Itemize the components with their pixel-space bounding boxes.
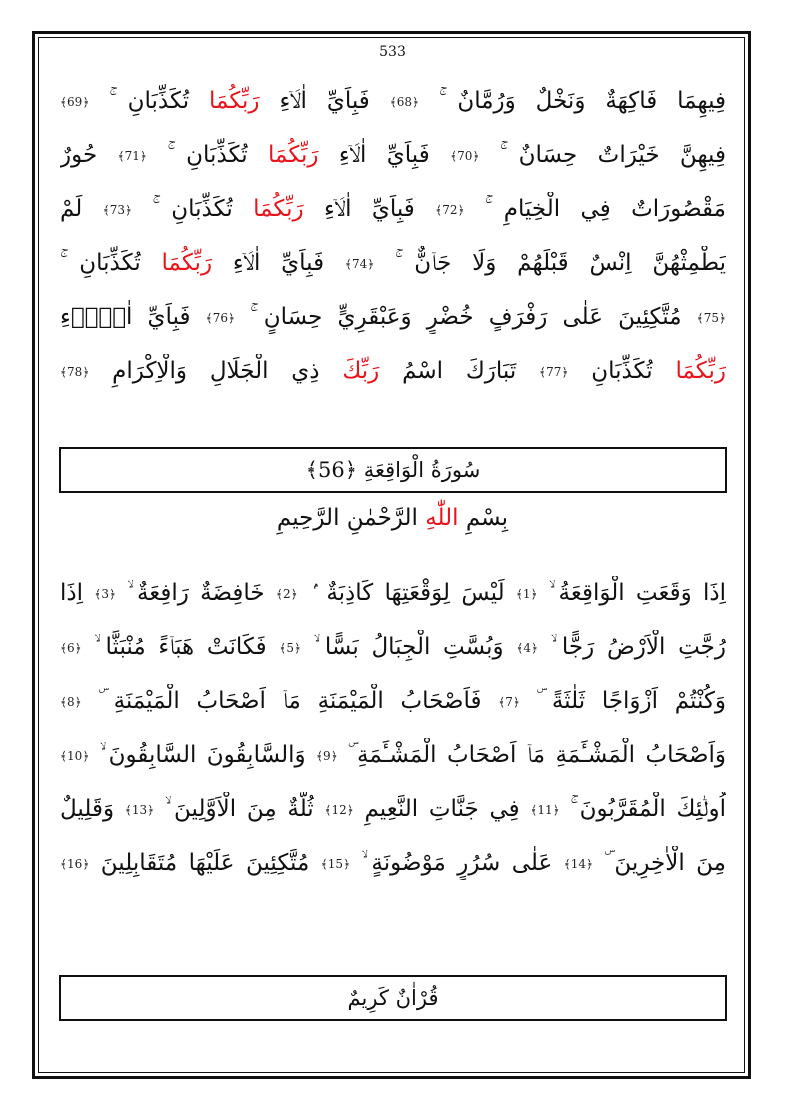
ayah-number-marker: ﴿77﴾	[539, 365, 569, 379]
verse-text: خَافِضَةٌ رَافِعَةٌ ۙ	[116, 580, 276, 606]
verse-text: عَلٰى سُرُرٍ مَوْضُونَةٍ ۙ	[350, 850, 564, 876]
verse-line	[60, 354, 726, 388]
verse-text: وَاَصْحَابُ الْمَشْـَٔمَةِ مَاۤ اَصْحَابُ الْمَشْـَٔمَةِ ۜ	[337, 742, 726, 768]
verse-text: مُتَّكِئِينَ عَلَيْهَا مُتَقَابِلِينَ	[89, 850, 321, 876]
ayah-number-marker: ﴿12﴾	[324, 803, 354, 817]
ayah-number-marker: ﴿13﴾	[124, 803, 155, 817]
verse-text: تُكَذِّبَانِ ۚ	[89, 88, 210, 114]
verse-text: وَبُسَّتِ الْجِبَالُ بَسًّا ۙ	[300, 634, 517, 660]
verse-line	[60, 684, 726, 718]
ayah-number-marker: ﴿7﴾	[498, 695, 520, 709]
verse-text: فَبِاَيِّ اٰلَاۤءِ	[303, 196, 436, 222]
verse-text: تُكَذِّبَانِ ۚ	[146, 142, 269, 168]
verse-text: مَقْصُورَاتٌ فِي الْخِيَامِ ۚ	[464, 196, 726, 222]
ayah-number-marker: ﴿10﴾	[60, 749, 90, 763]
ayah-number-marker: ﴿6﴾	[60, 641, 82, 655]
basmala-divine-name: اللّٰهِ	[425, 505, 459, 531]
verse-text: اِذَا	[60, 580, 95, 606]
ayah-number-marker: ﴿73﴾	[102, 203, 133, 217]
verse-text: فَاَصْحَابُ الْمَيْمَنَةِ مَاۤ اَصْحَابُ الْمَيْمَنَةِ ۜ	[81, 688, 499, 714]
verse-text: مِنَ الْاٰخِرِينَ ۜ	[593, 850, 726, 876]
footer-box	[59, 975, 727, 1021]
verse-text: رُجَّتِ الْاَرْضُ رَجًّا ۙ	[538, 634, 726, 660]
ayah-number-marker: ﴿69﴾	[60, 95, 90, 109]
ayah-number-marker: ﴿4﴾	[516, 641, 539, 655]
verse-text: وَكُنْتُمْ اَزْوَاجًا ثَلٰثَةً ۜ	[519, 688, 726, 714]
verse-line	[60, 792, 726, 826]
verse-text: لَمْ	[60, 196, 103, 222]
verse-text: تَبَارَكَ اسْمُ	[379, 358, 540, 384]
ayah-number-marker: ﴿74﴾	[344, 257, 375, 271]
divine-name-highlight: رَبِّكُمَا	[161, 250, 213, 276]
verse-line	[60, 138, 726, 172]
ayah-number-marker: ﴿76﴾	[205, 311, 235, 325]
page-number: 533	[379, 44, 406, 60]
surah-title: سُورَةُ الْوَاقِعَةِ ﴿56﴾	[305, 458, 481, 482]
verse-text: لَيْسَ لِوَقْعَتِهَا كَاذِبَةٌ ۢ	[297, 580, 516, 606]
verse-text: فَبِاَيِّ اٰلَاۤءِ	[60, 304, 206, 330]
verse-text: حُورٌ	[60, 142, 118, 168]
verse-text: تُكَذِّبَانِ ۚ	[132, 196, 254, 222]
ayah-number-marker: ﴿75﴾	[696, 311, 726, 325]
verse-text: فِي جَنَّاتِ النَّعِيمِ	[353, 796, 531, 822]
ayah-number-marker: ﴿2﴾	[275, 587, 298, 601]
verse-text: وَقَلِيلٌ	[60, 796, 125, 822]
verse-text: فَبِاَيِّ اٰلَاۤءِ	[259, 88, 390, 114]
verse-line	[60, 192, 726, 226]
verse-line	[60, 84, 726, 118]
surah-header-box	[59, 447, 727, 493]
verse-text: فَكَانَتْ هَبَاۤءً مُنْبَثًّا ۙ	[81, 634, 280, 660]
ayah-number-marker: ﴿14﴾	[563, 857, 594, 871]
ayah-number-marker: ﴿11﴾	[530, 803, 560, 817]
verse-text: فِيهِمَا فَاكِهَةٌ وَنَخْلٌ وَرُمَّانٌ ۚ	[419, 88, 726, 114]
ayah-number-marker: ﴿72﴾	[435, 203, 465, 217]
verse-text: تُكَذِّبَانِ	[568, 358, 676, 384]
verse-text: اِذَا وَقَعَتِ الْوَاقِعَةُ ۙ	[537, 580, 726, 606]
ayah-number-marker: ﴿68﴾	[389, 95, 420, 109]
verse-text: وَالسَّابِقُونَ السَّابِقُونَ ۙ	[89, 742, 317, 768]
verse-line	[60, 846, 726, 880]
divine-name-highlight: رَبِّكُمَا	[209, 88, 260, 114]
ayah-number-marker: ﴿71﴾	[117, 149, 147, 163]
ayah-number-marker: ﴿15﴾	[320, 857, 351, 871]
ayah-number-marker: ﴿70﴾	[450, 149, 480, 163]
verse-text: ذِي الْجَلَالِ وَالْاِكْرَامِ	[89, 358, 343, 384]
ayah-number-marker: ﴿9﴾	[316, 749, 338, 763]
verse-text: يَطْمِثْهُنَّ اِنْسٌ قَبْلَهُمْ وَلَا جَاۤنٌّ ۚ	[374, 250, 726, 276]
footer-text: قُرْاٰنٌ كَرِيمٌ	[347, 986, 439, 1010]
ayah-number-marker: ﴿78﴾	[60, 365, 90, 379]
verse-line	[60, 246, 726, 280]
ayah-number-marker: ﴿1﴾	[515, 587, 538, 601]
verse-line	[60, 630, 726, 664]
verse-line	[60, 300, 726, 334]
ayah-number-marker: ﴿8﴾	[60, 695, 82, 709]
divine-name-highlight: رَبِّكَ	[342, 358, 380, 384]
ayah-number-marker: ﴿5﴾	[279, 641, 301, 655]
verse-text: فَبِاَيِّ اٰلَاۤءِ	[318, 142, 451, 168]
divine-name-highlight: رَبِّكُمَا	[268, 142, 319, 168]
verse-text: فَبِاَيِّ اٰلَاۤءِ	[212, 250, 345, 276]
divine-name-highlight: رَبِّكُمَا	[253, 196, 304, 222]
divine-name-highlight: رَبِّكُمَا	[675, 358, 726, 384]
verse-text: تُكَذِّبَانِ ۚ	[60, 250, 162, 276]
verse-text: مُتَّكِئِينَ عَلٰى رَفْرَفٍ خُضْرٍ وَعَبْقَرِيٍّ حِسَانٍ ۚ	[235, 304, 697, 330]
basmala: بِسْمِ اللّٰهِ الرَّحْمٰنِ الرَّحِيمِ	[276, 505, 509, 531]
verse-line	[60, 738, 726, 772]
verse-text: فِيهِنَّ خَيْرَاتٌ حِسَانٌ ۚ	[479, 142, 726, 168]
verse-text: اُولٰۤئِكَ الْمُقَرَّبُونَ ۚ	[559, 796, 726, 822]
verse-line	[60, 576, 726, 610]
ayah-number-marker: ﴿16﴾	[60, 857, 90, 871]
ayah-number-marker: ﴿3﴾	[94, 587, 116, 601]
verse-text: ثُلَّةٌ مِنَ الْاَوَّلِينَ ۙ	[154, 796, 325, 822]
